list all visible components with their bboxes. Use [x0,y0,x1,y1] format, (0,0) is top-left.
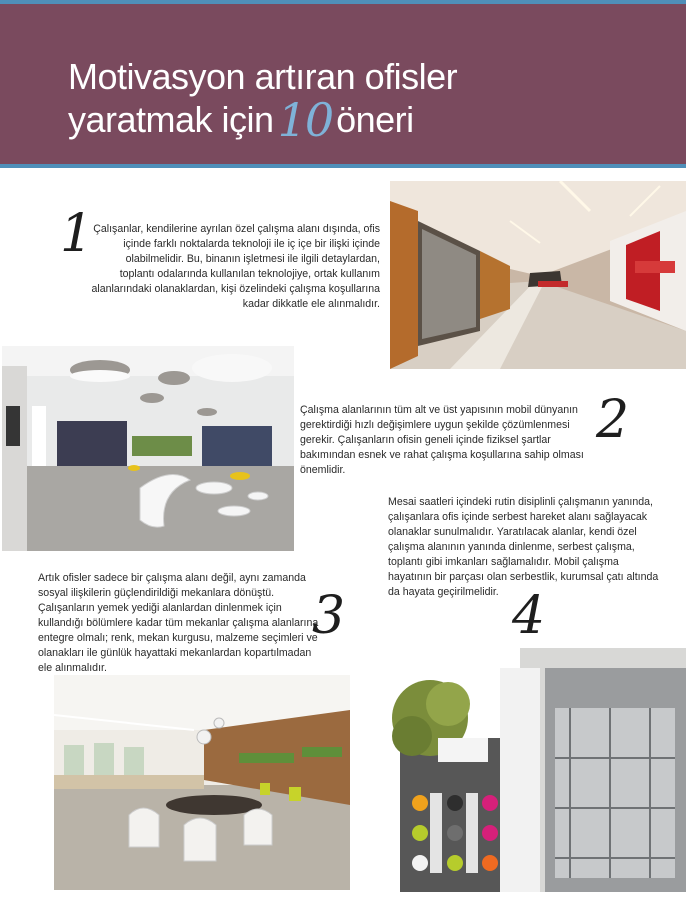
photo-atrium-aerial [370,648,686,892]
item-number-1: 1 [60,204,94,264]
item-number-4: 4 [512,586,546,646]
photo-office-corridor [390,181,686,369]
header-bottom-rule [0,164,686,168]
page-title [68,56,668,147]
item-text-1: Çalışanlar, kendilerine ayrılan özel çalışma alanı dışında, ofis içinde farklı noktalarda teknoloji ile iç içe bir ilişki içinde olabilmelidir. Bu, binanın işletmesi ile ilgili detaylardan, toplantı odalarında kullanılan teknolojiye, ortak kullanım alanlarındaki olanaklardan, kişi özelindeki çalışma koşullarına kadar dikkatle ele alınmalıdır. [91,223,380,310]
item-number-2: 2 [596,390,630,450]
title-line-2 [68,92,668,147]
item-number-3: 3 [312,586,346,646]
header-top-rule [0,0,686,4]
title-line-1: Motivasyon artıran ofisler [68,56,458,97]
page-header [0,0,686,168]
photo-dining-area [54,675,350,890]
item-text-2: Çalışma alanlarının tüm alt ve üst yapısının mobil dünyanın gerektirdiği hızlı değişimlere uygun şekilde çözümlenmesi gerekir. Çalışanların ofisin geneli içinde fiziksel şartlar bakımından esnek ve rahat çalışma koşullarına sahip olması önemlidir. [300,404,584,476]
title-line-2-end: öneri [336,98,414,140]
title-line-2-start: yaratmak için [68,98,274,140]
item-text-3: Artık ofisler sadece bir çalışma alanı değil, aynı zamanda sosyal ilişkilerin güçlendirildiği mekanlara dönüştü. Çalışanların yemek yediği alanlardan dinlenmek için kullandığı bölümlere kadar tüm mekanlar çalışma alanlarına entegre olmalı; renk, mekan kurgusu, malzeme seçimleri ve olanakları ile günlük hayattaki mekanlardan kopartılmadan ele alınmalıdır. [38,572,319,674]
item-text-4: Mesai saatleri içindeki rutin disiplinli çalışmanın yanında, çalışanlara ofis içinde serbest hareket alanı sağlayacak olanaklar sunulmalıdır. Yaratılacak alanlar, kendi özel çalışma alanının yanında dinlenme, serbest çalışma, toplantı gibi imkanları sağlamalıdır. Mobil çalışma hayatının bir parçası olan serbestlik, kurumsal çatı altında da hayata geçirilmelidir. [388,496,659,598]
title-number: 10 [277,92,333,147]
photo-lounge-area [2,346,294,551]
